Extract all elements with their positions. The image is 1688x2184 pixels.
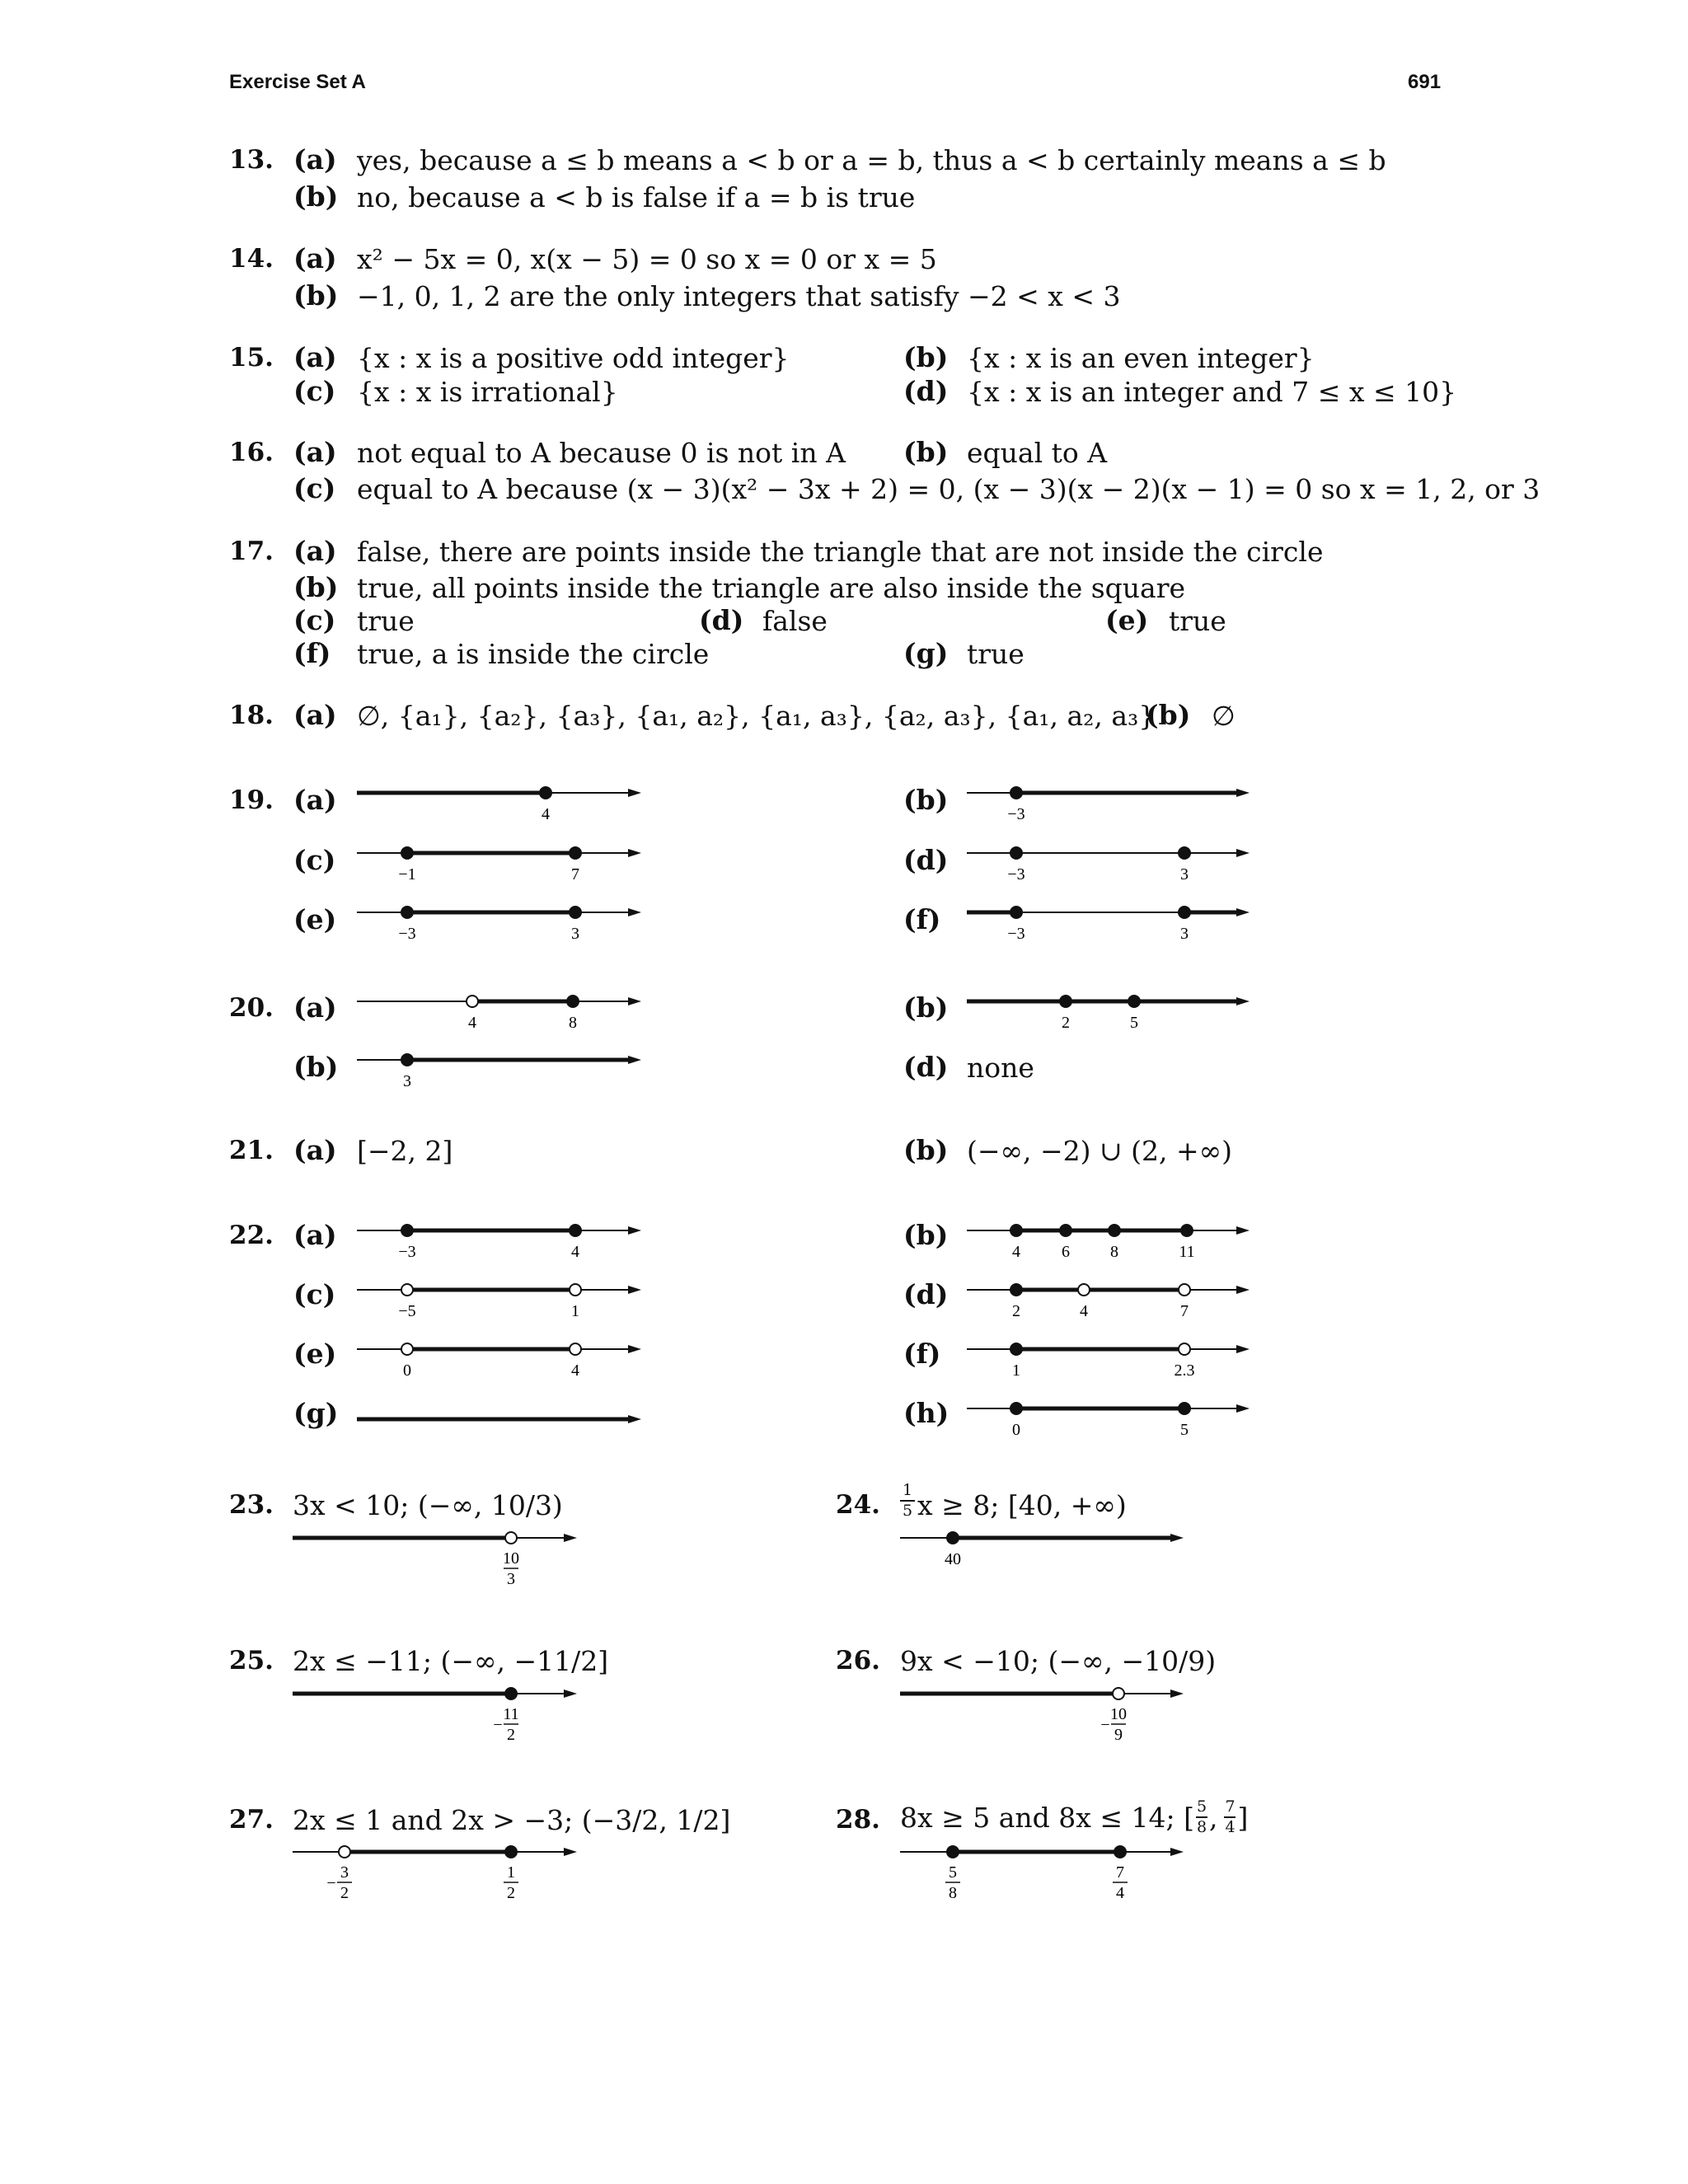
number-line-19d-point-closed-1 [1179,847,1190,859]
number-line-28-point-closed-1 [1114,1846,1126,1858]
problem-18a-label: (a) [293,699,337,731]
problem-22a-label: (a) [293,1219,337,1251]
number-line-22f-arrow-icon [1236,1345,1250,1353]
number-line-28-label-1-numerator: 7 [1116,1863,1124,1882]
problem-22e-label: (e) [293,1338,337,1370]
number-line-19d-label-0: −3 [1007,865,1025,883]
number-line-24-label-0: 40 [945,1550,961,1568]
number-line-27-label-1-numerator: 1 [507,1863,515,1882]
number-line-22a-arrow-icon [628,1226,641,1235]
problem-18b-label: (b) [1146,699,1191,731]
number-line-22a-point-closed-0 [401,1225,413,1236]
number-line-27-arrow-icon [564,1848,577,1856]
number-line-22f-label-0: 1 [1012,1361,1020,1380]
problem-27-answer: 2x ≤ 1 and 2x > −3; (−3/2, 1/2] [293,1804,731,1836]
problem-22f-label: (f) [903,1338,941,1370]
problem-23-answer: 3x < 10; (−∞, 10/3) [293,1489,563,1521]
number-line-22b-arrow-icon [1236,1226,1250,1235]
number-line-19c-arrow-icon [628,849,641,857]
number-line-22b-point-closed-1 [1060,1225,1071,1236]
problem-14-number: 14. [229,244,274,274]
number-line-22c-arrow-icon [628,1286,641,1294]
problem-26-answer: 9x < −10; (−∞, −10/9) [900,1645,1217,1677]
number-line-28-label-1-denominator: 4 [1116,1884,1124,1902]
problem-19f-label: (f) [903,903,941,935]
problem-16b-answer: equal to A [967,437,1108,469]
problem-25-number: 25. [229,1646,274,1675]
number-line-22c-point-open-1 [570,1284,581,1296]
number-line-20c-point-closed-0 [401,1054,413,1066]
number-line-19d-label-1: 3 [1180,865,1189,883]
number-line-19f-point-closed-0 [1010,907,1022,918]
problem-18b-answer: ∅ [1212,700,1236,732]
number-line-20a-point-closed-1 [567,996,579,1007]
problem-13b-label: (b) [293,180,339,213]
number-line-22d-arrow-icon [1236,1286,1250,1294]
problem-15d-answer: {x : x is an integer and 7 ≤ x ≤ 10} [967,376,1457,408]
number-line-27-point-open-0 [339,1846,350,1858]
number-line-22b-point-closed-3 [1181,1225,1193,1236]
number-line-20b-label-1: 5 [1130,1014,1138,1032]
number-line-22b-label-0: 4 [1012,1243,1020,1261]
problem-16c-answer: equal to A because (x − 3)(x² − 3x + 2) = 0, (x − 3)(x − 2)(x − 1) = 0 so x = 1, 2, or 3 [357,473,1540,505]
number-line-25-label-0-numerator: 11 [503,1705,519,1723]
problem-14b-answer: −1, 0, 1, 2 are the only integers that satisfy −2 < x < 3 [357,280,1121,312]
problem-15b-label: (b) [903,341,949,373]
problem-17f-answer: true, a is inside the circle [357,638,710,670]
number-line-22e-point-open-1 [570,1343,581,1355]
problem-16c-label: (c) [293,472,336,504]
number-line-19a-label-0: 4 [542,805,550,823]
number-line-20b-point-closed-0 [1060,996,1071,1007]
problem-21b-answer: (−∞, −2) ∪ (2, +∞) [967,1135,1233,1167]
problem-17e-answer: true [1169,605,1226,637]
number-line-22f-label-1: 2.3 [1174,1361,1195,1380]
problem-14a-label: (a) [293,242,337,274]
problem-17f-label: (f) [293,637,331,669]
problem-16b-label: (b) [903,436,949,468]
problem-22b-label: (b) [903,1219,949,1251]
page-number: 691 [1408,71,1442,93]
problem-28-fraction-2-num: 7 [1225,1797,1236,1816]
number-line-26-arrow-icon [1170,1690,1184,1698]
number-line-22b-label-1: 6 [1062,1243,1070,1261]
problem-17b-answer: true, all points inside the triangle are also inside the square [357,572,1186,604]
problem-20a-label: (a) [293,991,337,1024]
number-line-20c-label-0: 3 [403,1072,411,1090]
problem-28-text-a: 8x ≥ 5 and 8x ≤ 14; [ [900,1801,1194,1834]
problem-24-answer: x ≥ 8; [40, +∞) [917,1489,1127,1521]
number-line-28-point-closed-0 [947,1846,959,1858]
problem-22d-label: (d) [903,1278,949,1310]
problem-20b-label: (b) [903,991,949,1024]
problem-15d-label: (d) [903,375,949,407]
number-line-26-label-0-minus: − [1100,1716,1110,1734]
problem-28-fraction-1-num: 5 [1196,1797,1207,1816]
problem-19d-label: (d) [903,844,949,876]
number-line-19e-point-closed-1 [570,907,581,918]
number-line-19e-point-closed-0 [401,907,413,918]
problem-21-number: 21. [229,1136,274,1165]
number-line-19f-label-0: −3 [1007,925,1025,943]
number-line-22f-point-closed-0 [1010,1343,1022,1355]
number-line-26-label-0-denominator: 9 [1114,1726,1123,1744]
number-line-19a-arrow-icon [628,789,641,797]
problem-15c-label: (c) [293,375,336,407]
number-line-27-label-0-denominator: 2 [340,1884,349,1902]
problem-13a-answer: yes, because a ≤ b means a < b or a = b, thus a < b certainly means a ≤ b [357,144,1386,176]
problem-13a-label: (a) [293,143,337,176]
problem-13b-answer: no, because a < b is false if a = b is true [357,181,916,213]
problem-26-number: 26. [836,1646,880,1675]
number-line-20b-label-0: 2 [1062,1014,1070,1032]
problem-19-number: 19. [229,785,274,815]
number-line-22b-point-closed-0 [1010,1225,1022,1236]
problem-20-number: 20. [229,993,274,1023]
number-line-19c-label-1: 7 [571,865,579,883]
number-line-20a-label-1: 8 [569,1014,577,1032]
number-line-19c-point-closed-1 [570,847,581,859]
number-line-19e-label-1: 3 [571,925,579,943]
number-line-19b-point-closed-0 [1010,787,1022,799]
problem-17e-label: (e) [1105,604,1149,636]
number-line-27-label-0-numerator: 3 [340,1863,349,1882]
number-line-22h-point-closed-0 [1010,1403,1022,1414]
problem-22-number: 22. [229,1221,274,1250]
problem-24-fraction-numerator: 1 [902,1481,913,1499]
problem-19b-label: (b) [903,784,949,816]
number-line-20a-point-open-0 [467,996,478,1007]
problem-17d-answer: false [762,605,828,637]
problem-14b-label: (b) [293,279,339,312]
number-line-22d-label-2: 7 [1180,1302,1189,1320]
problem-17a-answer: false, there are points inside the triangle that are not inside the circle [357,536,1324,568]
number-line-22e-label-1: 4 [571,1361,579,1380]
problem-17c-label: (c) [293,604,336,636]
number-line-22e-label-0: 0 [403,1361,411,1380]
problem-18-number: 18. [229,701,274,730]
number-line-23-arrow-icon [564,1534,577,1542]
number-line-20a-arrow-icon [628,997,641,1005]
problem-20b-second-label: (b) [293,1051,339,1083]
problem-16a-answer: not equal to A because 0 is not in A [357,437,846,469]
problem-22g-label: (g) [293,1397,339,1429]
problem-14a-answer: x² − 5x = 0, x(x − 5) = 0 so x = 0 or x = 5 [357,243,937,275]
problem-16-number: 16. [229,438,274,467]
problem-28-separator: , [1208,1801,1218,1834]
running-header-title: Exercise Set A [229,71,366,93]
number-line-22a-label-0: −3 [398,1243,416,1261]
problem-22c-label: (c) [293,1278,336,1310]
number-line-28-label-0-denominator: 8 [949,1884,957,1902]
number-line-27-label-0-minus: − [326,1874,336,1892]
problem-17-number: 17. [229,537,274,566]
number-line-27-label-1-denominator: 2 [507,1884,515,1902]
problem-28-fraction-2-den: 4 [1225,1818,1236,1836]
number-line-20c-arrow-icon [628,1056,641,1064]
number-line-24-point-closed-0 [947,1532,959,1544]
number-line-19c-label-0: −1 [398,865,416,883]
problem-24-number: 24. [836,1490,880,1520]
problem-20d-label: (d) [903,1051,949,1083]
number-line-19d-point-closed-0 [1010,847,1022,859]
number-line-28-arrow-icon [1170,1848,1184,1856]
problem-28-text-b: ] [1237,1801,1249,1834]
number-line-25-arrow-icon [564,1690,577,1698]
number-line-22c-point-open-0 [401,1284,413,1296]
number-line-27-point-closed-1 [505,1846,517,1858]
number-line-22b-label-3: 11 [1179,1243,1195,1261]
problem-19e-label: (e) [293,903,337,935]
problem-17d-label: (d) [699,604,744,636]
number-line-19a-point-closed-0 [540,787,551,799]
number-line-26-point-open-0 [1113,1688,1124,1699]
problem-17b-label: (b) [293,571,339,603]
problem-18a-answer: ∅, {a₁}, {a₂}, {a₃}, {a₁, a₂}, {a₁, a₃}, {a₂, a₃}, {a₁, a₂, a₃} [357,700,1156,732]
number-line-23-point-open-0 [505,1532,517,1544]
number-line-25-label-0-minus: − [493,1716,503,1734]
number-line-20b-point-closed-1 [1128,996,1140,1007]
number-line-22b-label-2: 8 [1110,1243,1118,1261]
problem-28-number: 28. [836,1805,880,1835]
problem-19c-label: (c) [293,844,336,876]
number-line-22h-label-1: 5 [1180,1421,1189,1439]
number-line-22a-label-1: 4 [571,1243,579,1261]
problem-13-number: 13. [229,145,274,175]
problem-15-number: 15. [229,343,274,373]
number-line-22d-point-open-1 [1078,1284,1090,1296]
problem-17c-answer: true [357,605,415,637]
number-line-28-label-0-numerator: 5 [949,1863,957,1882]
number-line-22a-point-closed-1 [570,1225,581,1236]
number-line-19e-arrow-icon [628,908,641,916]
problem-23-number: 23. [229,1490,274,1520]
number-line-22e-point-open-0 [401,1343,413,1355]
problem-15c-answer: {x : x is irrational} [357,376,618,408]
problem-25-answer: 2x ≤ −11; (−∞, −11/2] [293,1645,609,1677]
number-line-22d-point-open-2 [1179,1284,1190,1296]
number-line-22h-arrow-icon [1236,1404,1250,1413]
problem-15b-answer: {x : x is an even integer} [967,342,1315,374]
number-line-22h-label-0: 0 [1012,1421,1020,1439]
number-line-20a-label-0: 4 [468,1014,476,1032]
problem-21a-label: (a) [293,1134,337,1166]
problem-20d-answer: none [967,1052,1034,1084]
problem-17g-answer: true [967,638,1025,670]
number-line-22f-point-open-1 [1179,1343,1190,1355]
number-line-19e-label-0: −3 [398,925,416,943]
problem-17g-label: (g) [903,637,949,669]
problem-24-fraction-denominator: 5 [902,1502,913,1520]
number-line-23-label-0-numerator: 10 [503,1549,519,1568]
number-line-24-arrow-icon [1170,1534,1184,1542]
problem-16a-label: (a) [293,436,337,468]
number-line-19b-arrow-icon [1236,789,1250,797]
problem-28-fraction-1-den: 8 [1196,1818,1207,1836]
number-line-22d-point-closed-0 [1010,1284,1022,1296]
number-line-26-label-0-numerator: 10 [1110,1705,1127,1723]
number-line-19f-point-closed-1 [1179,907,1190,918]
number-line-19c-point-closed-0 [401,847,413,859]
number-line-22b-point-closed-2 [1109,1225,1120,1236]
problem-21b-label: (b) [903,1134,949,1166]
problem-19a-label: (a) [293,784,337,816]
number-line-19d-arrow-icon [1236,849,1250,857]
number-line-22g-arrow-icon [628,1415,641,1423]
number-line-22c-label-1: 1 [571,1302,579,1320]
number-line-23-label-0-denominator: 3 [507,1570,515,1588]
problem-21a-answer: [−2, 2] [357,1135,453,1167]
problem-15a-answer: {x : x is a positive odd integer} [357,342,790,374]
number-line-22d-label-0: 2 [1012,1302,1020,1320]
problem-15a-label: (a) [293,341,337,373]
number-line-22d-label-1: 4 [1080,1302,1088,1320]
number-line-22c-label-0: −5 [398,1302,416,1320]
number-line-22e-arrow-icon [628,1345,641,1353]
number-line-19f-label-1: 3 [1180,925,1189,943]
number-line-22h-point-closed-1 [1179,1403,1190,1414]
number-line-19b-label-0: −3 [1007,805,1025,823]
problem-22h-label: (h) [903,1397,950,1429]
problem-27-number: 27. [229,1805,274,1835]
number-line-25-label-0-denominator: 2 [507,1726,515,1744]
problem-17a-label: (a) [293,535,337,567]
number-line-20b-arrow-icon [1236,997,1250,1005]
number-line-19f-arrow-icon [1236,908,1250,916]
number-line-25-point-closed-0 [505,1688,517,1699]
